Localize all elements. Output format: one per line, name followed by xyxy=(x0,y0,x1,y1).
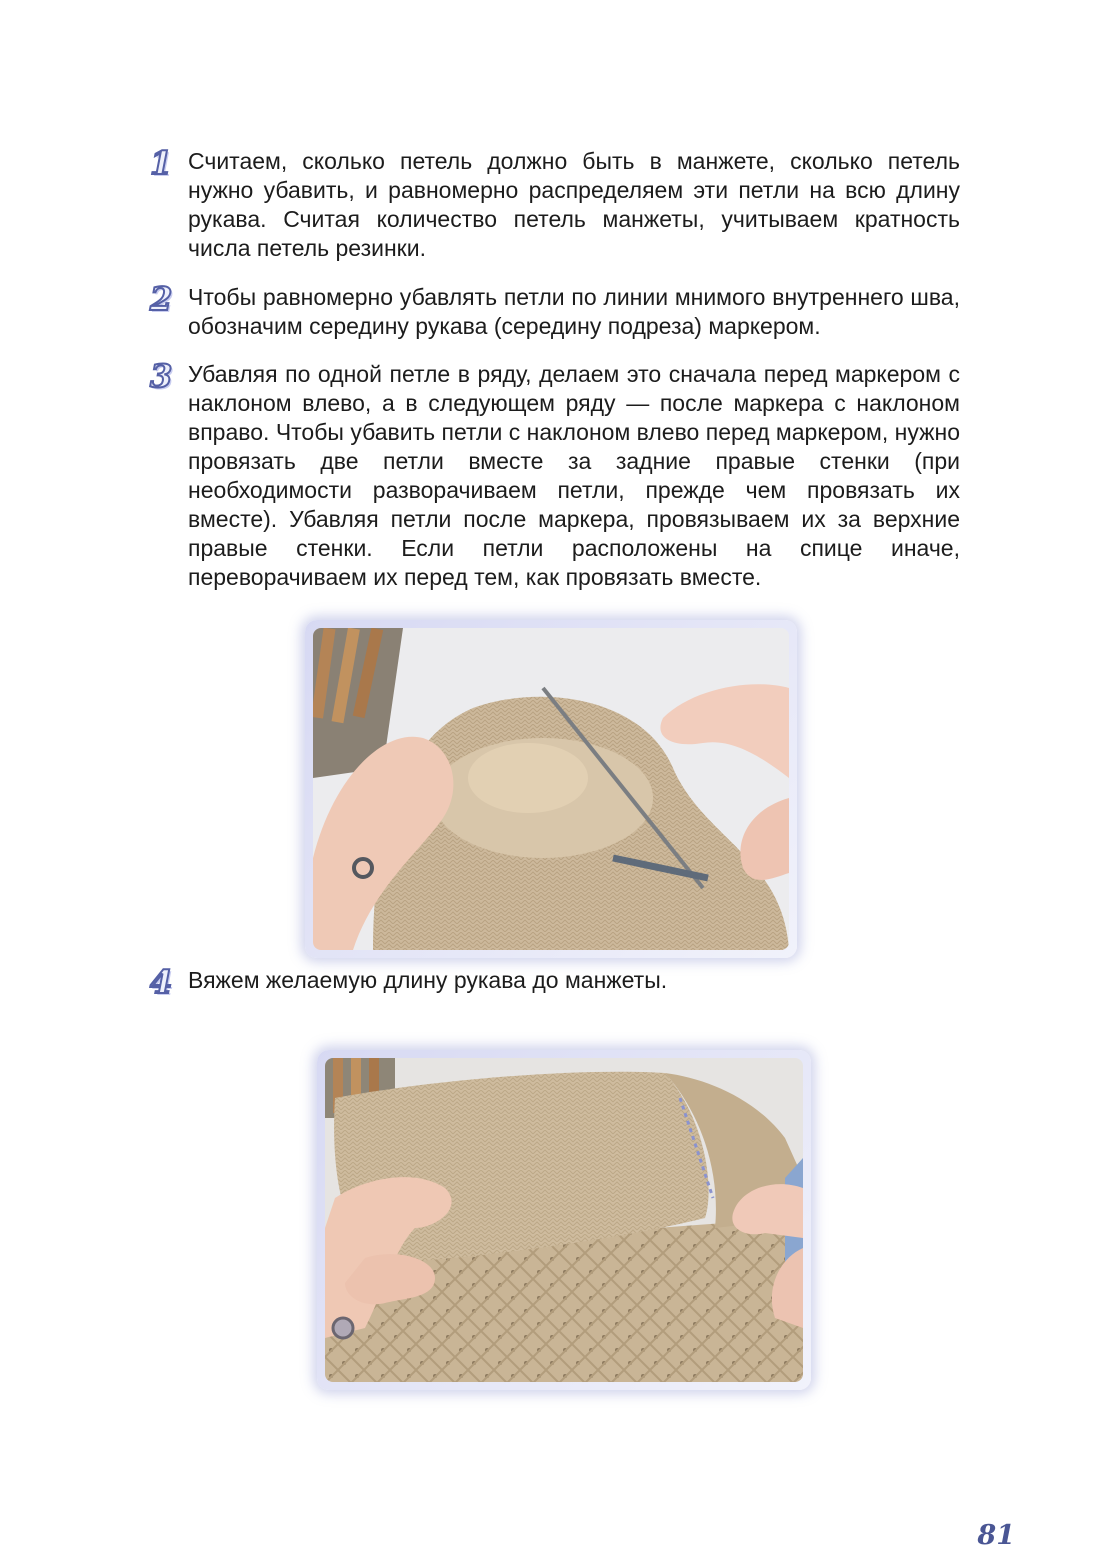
step-2 xyxy=(150,280,960,341)
step-text: Считаем, сколько петель должно быть в манжете, сколько петель нужно убавить, и равномерно распределяем эти петли на всю длину рукава. Считая количество петель манжеты, учитываем кратность числа петель резинки. xyxy=(188,148,960,261)
step-text: Чтобы равномерно убавлять петли по линии мнимого внутреннего шва, обозначим середину рукава (середину подреза) маркером. xyxy=(188,284,960,339)
photo-knitted-sleeve-length xyxy=(317,1050,811,1390)
step-number: 3 xyxy=(150,357,173,395)
step-text: Вяжем желаемую длину рукава до манжеты. xyxy=(188,967,668,993)
step-number: 1 xyxy=(150,144,173,182)
photo-image xyxy=(313,628,789,950)
step-1 xyxy=(150,144,960,263)
step-text: Убавляя по одной петле в ряду, делаем это сначала перед маркером с наклоном влево, а в следующем ряду — после маркера с наклоном вправо. Чтобы убавить петли с наклоном влево перед маркером, нужно провязать две петли вместе за задние правые стенки (при необходимости разворачиваем петли, прежде чем провязать их вместе). Убавляя петли после маркера, провязываем их за верхние правые стенки. Если петли расположены на спице иначе, переворачиваем их перед тем, как провязать вместе. xyxy=(188,361,960,590)
step-4 xyxy=(150,963,960,1001)
photo-image xyxy=(325,1058,803,1382)
step-3 xyxy=(150,357,960,592)
step-number: 2 xyxy=(150,280,173,318)
step-number: 4 xyxy=(150,963,173,1001)
page-number: 81 xyxy=(977,1520,1015,1551)
photo-knitting-sleeve-decrease xyxy=(305,620,797,958)
